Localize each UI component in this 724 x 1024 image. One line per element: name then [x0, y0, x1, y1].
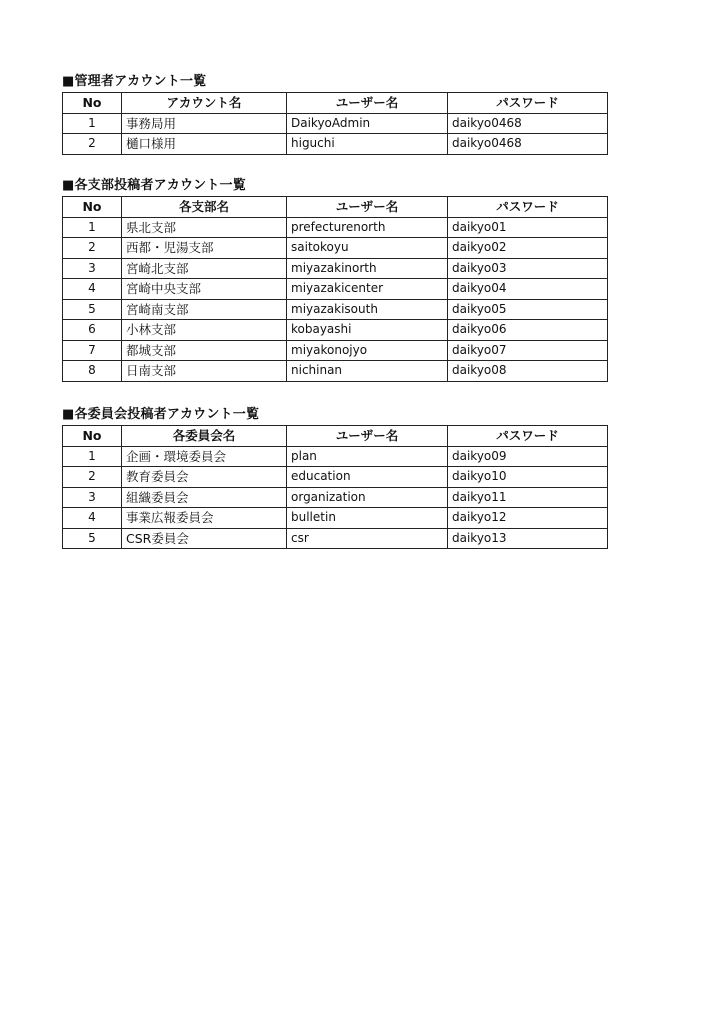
password: daikyo03 — [448, 258, 608, 279]
table-row — [63, 361, 608, 382]
username: miyazakicenter — [287, 279, 448, 300]
admin-accounts-section — [62, 72, 607, 155]
branch-name: 宮崎南支部 — [122, 299, 287, 320]
committee-name: 組織委員会 — [122, 487, 287, 508]
password: daikyo02 — [448, 238, 608, 259]
table-row — [63, 508, 608, 529]
committee-accounts-section — [62, 405, 607, 549]
column-header-no: No — [63, 93, 122, 114]
column-header-username: ユーザー名 — [287, 426, 448, 447]
branch-name: 日南支部 — [122, 361, 287, 382]
table-row — [63, 238, 608, 259]
row-no: 8 — [63, 361, 122, 382]
row-no: 1 — [63, 446, 122, 467]
password: daikyo07 — [448, 340, 608, 361]
column-header-name: 各支部名 — [122, 197, 287, 218]
row-no: 2 — [63, 238, 122, 259]
table-row — [63, 217, 608, 238]
table-row — [63, 528, 608, 549]
username: higuchi — [287, 134, 448, 155]
accounts-table — [62, 92, 608, 155]
username: prefecturenorth — [287, 217, 448, 238]
table-row — [63, 320, 608, 341]
branch-name: 宮崎中央支部 — [122, 279, 287, 300]
row-no: 1 — [63, 113, 122, 134]
username: miyazakinorth — [287, 258, 448, 279]
row-no: 7 — [63, 340, 122, 361]
section-title: ■各支部投稿者アカウント一覧 — [62, 178, 246, 193]
username: saitokoyu — [287, 238, 448, 259]
column-header-password: パスワード — [448, 197, 608, 218]
row-no: 3 — [63, 258, 122, 279]
row-no: 2 — [63, 134, 122, 155]
section-title: ■各委員会投稿者アカウント一覧 — [62, 407, 260, 422]
password: daikyo10 — [448, 467, 608, 488]
branch-name: 県北支部 — [122, 217, 287, 238]
password: daikyo08 — [448, 361, 608, 382]
username: plan — [287, 446, 448, 467]
password: daikyo11 — [448, 487, 608, 508]
username: csr — [287, 528, 448, 549]
branch-accounts-section — [62, 176, 607, 382]
username: kobayashi — [287, 320, 448, 341]
username: education — [287, 467, 448, 488]
accounts-table — [62, 425, 608, 549]
account-name: 事務局用 — [122, 113, 287, 134]
column-header-password: パスワード — [448, 93, 608, 114]
password: daikyo01 — [448, 217, 608, 238]
table-header-row — [63, 93, 608, 114]
column-header-username: ユーザー名 — [287, 93, 448, 114]
password: daikyo09 — [448, 446, 608, 467]
table-row — [63, 279, 608, 300]
branch-name: 宮崎北支部 — [122, 258, 287, 279]
password: daikyo05 — [448, 299, 608, 320]
column-header-no: No — [63, 426, 122, 447]
username: bulletin — [287, 508, 448, 529]
username: miyazakisouth — [287, 299, 448, 320]
committee-name: 企画・環境委員会 — [122, 446, 287, 467]
column-header-no: No — [63, 197, 122, 218]
branch-name: 都城支部 — [122, 340, 287, 361]
column-header-password: パスワード — [448, 426, 608, 447]
table-row — [63, 446, 608, 467]
branch-name: 小林支部 — [122, 320, 287, 341]
row-no: 4 — [63, 279, 122, 300]
password: daikyo04 — [448, 279, 608, 300]
table-row — [63, 258, 608, 279]
row-no: 6 — [63, 320, 122, 341]
accounts-table — [62, 196, 608, 382]
table-header-row — [63, 197, 608, 218]
account-name: 樋口様用 — [122, 134, 287, 155]
username: nichinan — [287, 361, 448, 382]
column-header-username: ユーザー名 — [287, 197, 448, 218]
table-row — [63, 340, 608, 361]
password: daikyo12 — [448, 508, 608, 529]
table-row — [63, 134, 608, 155]
row-no: 5 — [63, 528, 122, 549]
committee-name: 教育委員会 — [122, 467, 287, 488]
row-no: 3 — [63, 487, 122, 508]
column-header-name: アカウント名 — [122, 93, 287, 114]
row-no: 1 — [63, 217, 122, 238]
row-no: 5 — [63, 299, 122, 320]
password: daikyo0468 — [448, 134, 608, 155]
section-title: ■管理者アカウント一覧 — [62, 74, 207, 89]
username: miyakonojyo — [287, 340, 448, 361]
password: daikyo06 — [448, 320, 608, 341]
username: DaikyoAdmin — [287, 113, 448, 134]
table-row — [63, 487, 608, 508]
committee-name: 事業広報委員会 — [122, 508, 287, 529]
branch-name: 西都・児湯支部 — [122, 238, 287, 259]
username: organization — [287, 487, 448, 508]
table-header-row — [63, 426, 608, 447]
password: daikyo0468 — [448, 113, 608, 134]
table-row — [63, 467, 608, 488]
row-no: 4 — [63, 508, 122, 529]
row-no: 2 — [63, 467, 122, 488]
table-row — [63, 299, 608, 320]
table-row — [63, 113, 608, 134]
committee-name: CSR委員会 — [122, 528, 287, 549]
password: daikyo13 — [448, 528, 608, 549]
column-header-name: 各委員会名 — [122, 426, 287, 447]
